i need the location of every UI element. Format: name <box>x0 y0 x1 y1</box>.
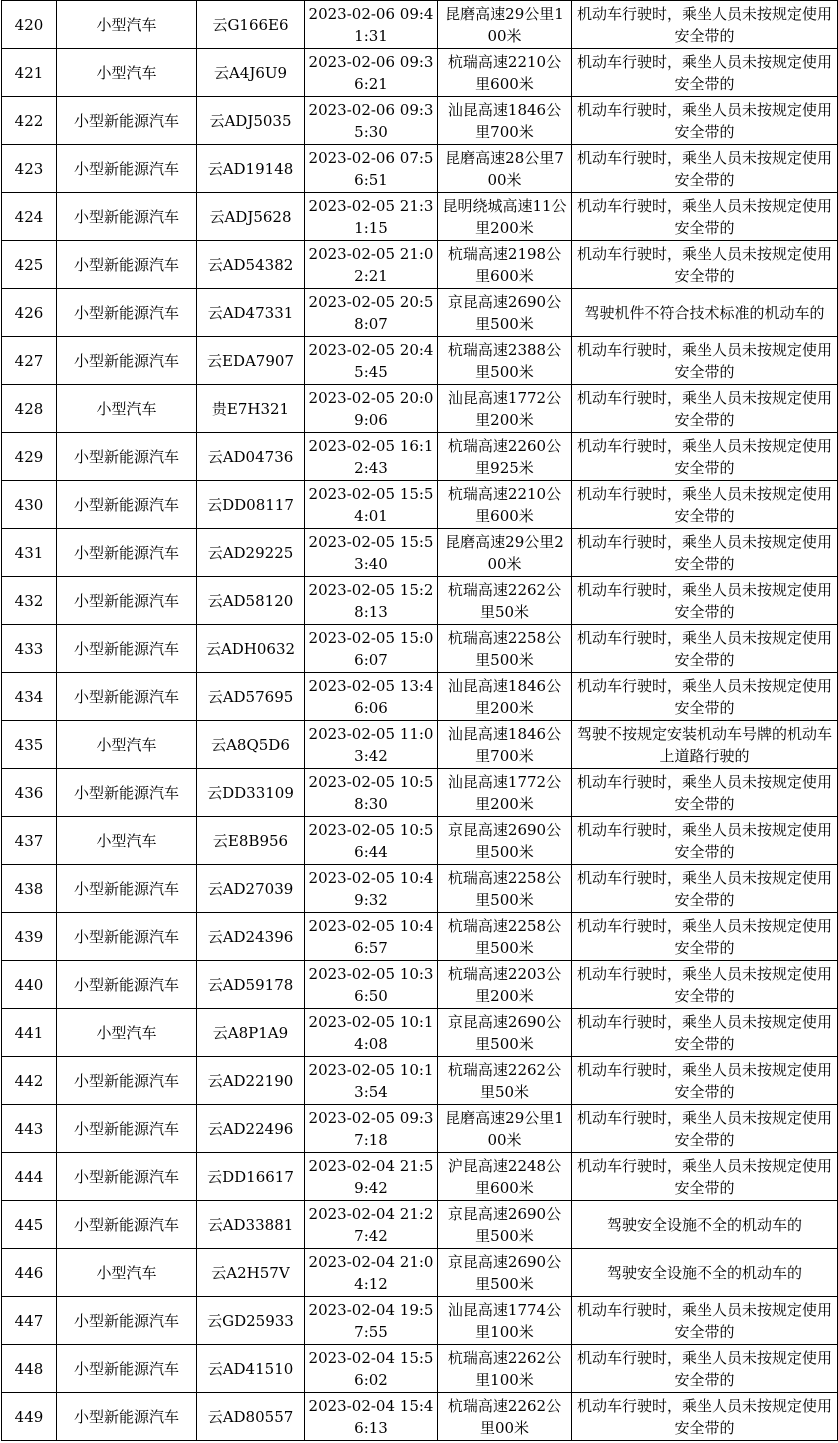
plate-number-cell: 云AD59178 <box>197 961 305 1009</box>
violation-time-cell: 2023-02-05 15:53:40 <box>305 529 438 577</box>
violation-description-cell: 机动车行驶时，乘坐人员未按规定使用安全带的 <box>572 193 838 241</box>
location-cell: 汕昆高速1846公里700米 <box>438 97 572 145</box>
violation-description-cell: 机动车行驶时，乘坐人员未按规定使用安全带的 <box>572 1393 838 1441</box>
vehicle-type-cell: 小型新能源汽车 <box>57 337 197 385</box>
table-row <box>2 1393 838 1441</box>
table-row <box>2 1 838 49</box>
location-cell: 杭瑞高速2258公里500米 <box>438 913 572 961</box>
table-row <box>2 241 838 289</box>
violation-description-cell: 机动车行驶时，乘坐人员未按规定使用安全带的 <box>572 673 838 721</box>
location-cell: 杭瑞高速2258公里500米 <box>438 625 572 673</box>
location-cell: 京昆高速2690公里500米 <box>438 1009 572 1057</box>
violation-time-cell: 2023-02-06 07:56:51 <box>305 145 438 193</box>
table-row <box>2 721 838 769</box>
vehicle-type-cell: 小型新能源汽车 <box>57 1153 197 1201</box>
plate-number-cell: 云GD25933 <box>197 1297 305 1345</box>
vehicle-type-cell: 小型汽车 <box>57 1 197 49</box>
vehicle-type-cell: 小型汽车 <box>57 817 197 865</box>
location-cell: 昆磨高速29公里200米 <box>438 529 572 577</box>
vehicle-type-cell: 小型新能源汽车 <box>57 529 197 577</box>
violation-time-cell: 2023-02-05 10:56:44 <box>305 817 438 865</box>
violation-description-cell: 机动车行驶时，乘坐人员未按规定使用安全带的 <box>572 769 838 817</box>
violation-description-cell: 机动车行驶时，乘坐人员未按规定使用安全带的 <box>572 385 838 433</box>
violation-time-cell: 2023-02-04 21:04:12 <box>305 1249 438 1297</box>
plate-number-cell: 云AD19148 <box>197 145 305 193</box>
vehicle-type-cell: 小型新能源汽车 <box>57 97 197 145</box>
violation-description-cell: 驾驶不按规定安装机动车号牌的机动车上道路行驶的 <box>572 721 838 769</box>
location-cell: 京昆高速2690公里500米 <box>438 1201 572 1249</box>
row-number-cell: 429 <box>2 433 57 481</box>
row-number-cell: 423 <box>2 145 57 193</box>
plate-number-cell: 云AD22190 <box>197 1057 305 1105</box>
location-cell: 杭瑞高速2388公里500米 <box>438 337 572 385</box>
vehicle-type-cell: 小型新能源汽车 <box>57 625 197 673</box>
vehicle-type-cell: 小型新能源汽车 <box>57 433 197 481</box>
vehicle-type-cell: 小型新能源汽车 <box>57 145 197 193</box>
row-number-cell: 424 <box>2 193 57 241</box>
vehicle-type-cell: 小型新能源汽车 <box>57 961 197 1009</box>
table-row <box>2 1345 838 1393</box>
vehicle-type-cell: 小型汽车 <box>57 49 197 97</box>
violation-time-cell: 2023-02-05 13:46:06 <box>305 673 438 721</box>
location-cell: 杭瑞高速2203公里200米 <box>438 961 572 1009</box>
vehicle-type-cell: 小型新能源汽车 <box>57 193 197 241</box>
plate-number-cell: 云ADJ5035 <box>197 97 305 145</box>
violation-description-cell: 驾驶安全设施不全的机动车的 <box>572 1201 838 1249</box>
violation-time-cell: 2023-02-04 19:57:55 <box>305 1297 438 1345</box>
violation-time-cell: 2023-02-05 10:49:32 <box>305 865 438 913</box>
table-body <box>2 1 838 1441</box>
vehicle-type-cell: 小型新能源汽车 <box>57 769 197 817</box>
violation-time-cell: 2023-02-05 20:09:06 <box>305 385 438 433</box>
plate-number-cell: 云DD33109 <box>197 769 305 817</box>
vehicle-type-cell: 小型新能源汽车 <box>57 289 197 337</box>
plate-number-cell: 云AD80557 <box>197 1393 305 1441</box>
location-cell: 京昆高速2690公里500米 <box>438 289 572 337</box>
location-cell: 杭瑞高速2210公里600米 <box>438 481 572 529</box>
vehicle-type-cell: 小型新能源汽车 <box>57 481 197 529</box>
violation-description-cell: 机动车行驶时，乘坐人员未按规定使用安全带的 <box>572 145 838 193</box>
vehicle-type-cell: 小型新能源汽车 <box>57 1345 197 1393</box>
row-number-cell: 428 <box>2 385 57 433</box>
violation-description-cell: 机动车行驶时，乘坐人员未按规定使用安全带的 <box>572 865 838 913</box>
violation-time-cell: 2023-02-05 21:02:21 <box>305 241 438 289</box>
plate-number-cell: 云DD16617 <box>197 1153 305 1201</box>
violation-time-cell: 2023-02-05 10:46:57 <box>305 913 438 961</box>
plate-number-cell: 云AD33881 <box>197 1201 305 1249</box>
plate-number-cell: 云EDA7907 <box>197 337 305 385</box>
row-number-cell: 443 <box>2 1105 57 1153</box>
violation-time-cell: 2023-02-05 15:06:07 <box>305 625 438 673</box>
violation-table <box>1 0 838 1441</box>
location-cell: 汕昆高速1772公里200米 <box>438 385 572 433</box>
table-row <box>2 769 838 817</box>
row-number-cell: 421 <box>2 49 57 97</box>
violation-description-cell: 机动车行驶时，乘坐人员未按规定使用安全带的 <box>572 433 838 481</box>
plate-number-cell: 云AD29225 <box>197 529 305 577</box>
violation-description-cell: 机动车行驶时，乘坐人员未按规定使用安全带的 <box>572 529 838 577</box>
location-cell: 汕昆高速1774公里100米 <box>438 1297 572 1345</box>
plate-number-cell: 云AD27039 <box>197 865 305 913</box>
row-number-cell: 441 <box>2 1009 57 1057</box>
violation-description-cell: 机动车行驶时，乘坐人员未按规定使用安全带的 <box>572 481 838 529</box>
plate-number-cell: 云AD04736 <box>197 433 305 481</box>
location-cell: 昆磨高速28公里700米 <box>438 145 572 193</box>
location-cell: 昆磨高速29公里100米 <box>438 1 572 49</box>
table-row <box>2 577 838 625</box>
violation-description-cell: 机动车行驶时，乘坐人员未按规定使用安全带的 <box>572 961 838 1009</box>
location-cell: 京昆高速2690公里500米 <box>438 817 572 865</box>
row-number-cell: 439 <box>2 913 57 961</box>
vehicle-type-cell: 小型新能源汽车 <box>57 913 197 961</box>
location-cell: 杭瑞高速2210公里600米 <box>438 49 572 97</box>
plate-number-cell: 云DD08117 <box>197 481 305 529</box>
plate-number-cell: 云ADJ5628 <box>197 193 305 241</box>
violation-description-cell: 驾驶安全设施不全的机动车的 <box>572 1249 838 1297</box>
table-row <box>2 481 838 529</box>
plate-number-cell: 云AD54382 <box>197 241 305 289</box>
violation-time-cell: 2023-02-05 09:37:18 <box>305 1105 438 1153</box>
row-number-cell: 437 <box>2 817 57 865</box>
violation-description-cell: 驾驶机件不符合技术标准的机动车的 <box>572 289 838 337</box>
table-row <box>2 1105 838 1153</box>
violation-time-cell: 2023-02-05 11:03:42 <box>305 721 438 769</box>
violation-time-cell: 2023-02-06 09:41:31 <box>305 1 438 49</box>
location-cell: 汕昆高速1846公里200米 <box>438 673 572 721</box>
table-row <box>2 817 838 865</box>
table-row <box>2 625 838 673</box>
row-number-cell: 445 <box>2 1201 57 1249</box>
table-row <box>2 913 838 961</box>
violation-time-cell: 2023-02-06 09:35:30 <box>305 97 438 145</box>
row-number-cell: 435 <box>2 721 57 769</box>
table-row <box>2 1057 838 1105</box>
vehicle-type-cell: 小型新能源汽车 <box>57 577 197 625</box>
violation-description-cell: 机动车行驶时，乘坐人员未按规定使用安全带的 <box>572 49 838 97</box>
plate-number-cell: 云AD24396 <box>197 913 305 961</box>
violation-time-cell: 2023-02-04 15:56:02 <box>305 1345 438 1393</box>
row-number-cell: 434 <box>2 673 57 721</box>
table-row <box>2 193 838 241</box>
location-cell: 杭瑞高速2262公里50米 <box>438 577 572 625</box>
vehicle-type-cell: 小型新能源汽车 <box>57 1297 197 1345</box>
violation-time-cell: 2023-02-04 21:59:42 <box>305 1153 438 1201</box>
location-cell: 杭瑞高速2260公里925米 <box>438 433 572 481</box>
violation-time-cell: 2023-02-05 10:36:50 <box>305 961 438 1009</box>
plate-number-cell: 云A2H57V <box>197 1249 305 1297</box>
row-number-cell: 432 <box>2 577 57 625</box>
table-row <box>2 865 838 913</box>
violation-description-cell: 机动车行驶时，乘坐人员未按规定使用安全带的 <box>572 625 838 673</box>
violation-time-cell: 2023-02-05 15:28:13 <box>305 577 438 625</box>
vehicle-type-cell: 小型新能源汽车 <box>57 241 197 289</box>
row-number-cell: 447 <box>2 1297 57 1345</box>
violation-description-cell: 机动车行驶时，乘坐人员未按规定使用安全带的 <box>572 913 838 961</box>
row-number-cell: 431 <box>2 529 57 577</box>
plate-number-cell: 云AD58120 <box>197 577 305 625</box>
location-cell: 杭瑞高速2262公里00米 <box>438 1393 572 1441</box>
table-row <box>2 385 838 433</box>
row-number-cell: 433 <box>2 625 57 673</box>
plate-number-cell: 云AD57695 <box>197 673 305 721</box>
plate-number-cell: 云E8B956 <box>197 817 305 865</box>
table-row <box>2 961 838 1009</box>
vehicle-type-cell: 小型汽车 <box>57 721 197 769</box>
violation-time-cell: 2023-02-05 10:14:08 <box>305 1009 438 1057</box>
vehicle-type-cell: 小型新能源汽车 <box>57 865 197 913</box>
row-number-cell: 440 <box>2 961 57 1009</box>
violation-time-cell: 2023-02-06 09:36:21 <box>305 49 438 97</box>
row-number-cell: 430 <box>2 481 57 529</box>
violation-time-cell: 2023-02-05 20:58:07 <box>305 289 438 337</box>
plate-number-cell: 云A8Q5D6 <box>197 721 305 769</box>
location-cell: 沪昆高速2248公里600米 <box>438 1153 572 1201</box>
violation-description-cell: 机动车行驶时，乘坐人员未按规定使用安全带的 <box>572 1009 838 1057</box>
location-cell: 杭瑞高速2262公里100米 <box>438 1345 572 1393</box>
violation-description-cell: 机动车行驶时，乘坐人员未按规定使用安全带的 <box>572 1153 838 1201</box>
violation-description-cell: 机动车行驶时，乘坐人员未按规定使用安全带的 <box>572 1057 838 1105</box>
violation-description-cell: 机动车行驶时，乘坐人员未按规定使用安全带的 <box>572 1105 838 1153</box>
row-number-cell: 449 <box>2 1393 57 1441</box>
vehicle-type-cell: 小型新能源汽车 <box>57 673 197 721</box>
plate-number-cell: 云G166E6 <box>197 1 305 49</box>
plate-number-cell: 云AD22496 <box>197 1105 305 1153</box>
location-cell: 杭瑞高速2198公里600米 <box>438 241 572 289</box>
plate-number-cell: 云A4J6U9 <box>197 49 305 97</box>
vehicle-type-cell: 小型汽车 <box>57 385 197 433</box>
table-row <box>2 49 838 97</box>
row-number-cell: 426 <box>2 289 57 337</box>
violation-time-cell: 2023-02-05 21:31:15 <box>305 193 438 241</box>
table-row <box>2 1249 838 1297</box>
table-row <box>2 433 838 481</box>
row-number-cell: 422 <box>2 97 57 145</box>
location-cell: 汕昆高速1846公里700米 <box>438 721 572 769</box>
plate-number-cell: 云A8P1A9 <box>197 1009 305 1057</box>
plate-number-cell: 云AD47331 <box>197 289 305 337</box>
violation-description-cell: 机动车行驶时，乘坐人员未按规定使用安全带的 <box>572 1297 838 1345</box>
row-number-cell: 446 <box>2 1249 57 1297</box>
violation-time-cell: 2023-02-05 10:13:54 <box>305 1057 438 1105</box>
row-number-cell: 425 <box>2 241 57 289</box>
vehicle-type-cell: 小型新能源汽车 <box>57 1393 197 1441</box>
location-cell: 汕昆高速1772公里200米 <box>438 769 572 817</box>
table-row <box>2 1009 838 1057</box>
vehicle-type-cell: 小型新能源汽车 <box>57 1201 197 1249</box>
vehicle-type-cell: 小型汽车 <box>57 1249 197 1297</box>
table-row <box>2 145 838 193</box>
vehicle-type-cell: 小型新能源汽车 <box>57 1057 197 1105</box>
table-row <box>2 337 838 385</box>
row-number-cell: 436 <box>2 769 57 817</box>
row-number-cell: 444 <box>2 1153 57 1201</box>
row-number-cell: 448 <box>2 1345 57 1393</box>
violation-description-cell: 机动车行驶时，乘坐人员未按规定使用安全带的 <box>572 97 838 145</box>
location-cell: 京昆高速2690公里500米 <box>438 1249 572 1297</box>
violation-description-cell: 机动车行驶时，乘坐人员未按规定使用安全带的 <box>572 241 838 289</box>
table-row <box>2 1201 838 1249</box>
vehicle-type-cell: 小型汽车 <box>57 1009 197 1057</box>
row-number-cell: 438 <box>2 865 57 913</box>
vehicle-type-cell: 小型新能源汽车 <box>57 1105 197 1153</box>
table-row <box>2 529 838 577</box>
table-row <box>2 673 838 721</box>
violation-description-cell: 机动车行驶时，乘坐人员未按规定使用安全带的 <box>572 577 838 625</box>
plate-number-cell: 云AD41510 <box>197 1345 305 1393</box>
violation-time-cell: 2023-02-05 20:45:45 <box>305 337 438 385</box>
violation-description-cell: 机动车行驶时，乘坐人员未按规定使用安全带的 <box>572 817 838 865</box>
violation-time-cell: 2023-02-04 21:27:42 <box>305 1201 438 1249</box>
violation-description-cell: 机动车行驶时，乘坐人员未按规定使用安全带的 <box>572 1 838 49</box>
table-row <box>2 289 838 337</box>
location-cell: 昆磨高速29公里100米 <box>438 1105 572 1153</box>
row-number-cell: 442 <box>2 1057 57 1105</box>
violation-time-cell: 2023-02-04 15:46:13 <box>305 1393 438 1441</box>
violation-description-cell: 机动车行驶时，乘坐人员未按规定使用安全带的 <box>572 337 838 385</box>
violation-time-cell: 2023-02-05 16:12:43 <box>305 433 438 481</box>
row-number-cell: 420 <box>2 1 57 49</box>
violation-time-cell: 2023-02-05 15:54:01 <box>305 481 438 529</box>
plate-number-cell: 贵E7H321 <box>197 385 305 433</box>
violation-time-cell: 2023-02-05 10:58:30 <box>305 769 438 817</box>
table-row <box>2 1153 838 1201</box>
row-number-cell: 427 <box>2 337 57 385</box>
plate-number-cell: 云ADH0632 <box>197 625 305 673</box>
table-row <box>2 1297 838 1345</box>
location-cell: 昆明绕城高速11公里200米 <box>438 193 572 241</box>
location-cell: 杭瑞高速2258公里500米 <box>438 865 572 913</box>
table-row <box>2 97 838 145</box>
location-cell: 杭瑞高速2262公里50米 <box>438 1057 572 1105</box>
violation-description-cell: 机动车行驶时，乘坐人员未按规定使用安全带的 <box>572 1345 838 1393</box>
